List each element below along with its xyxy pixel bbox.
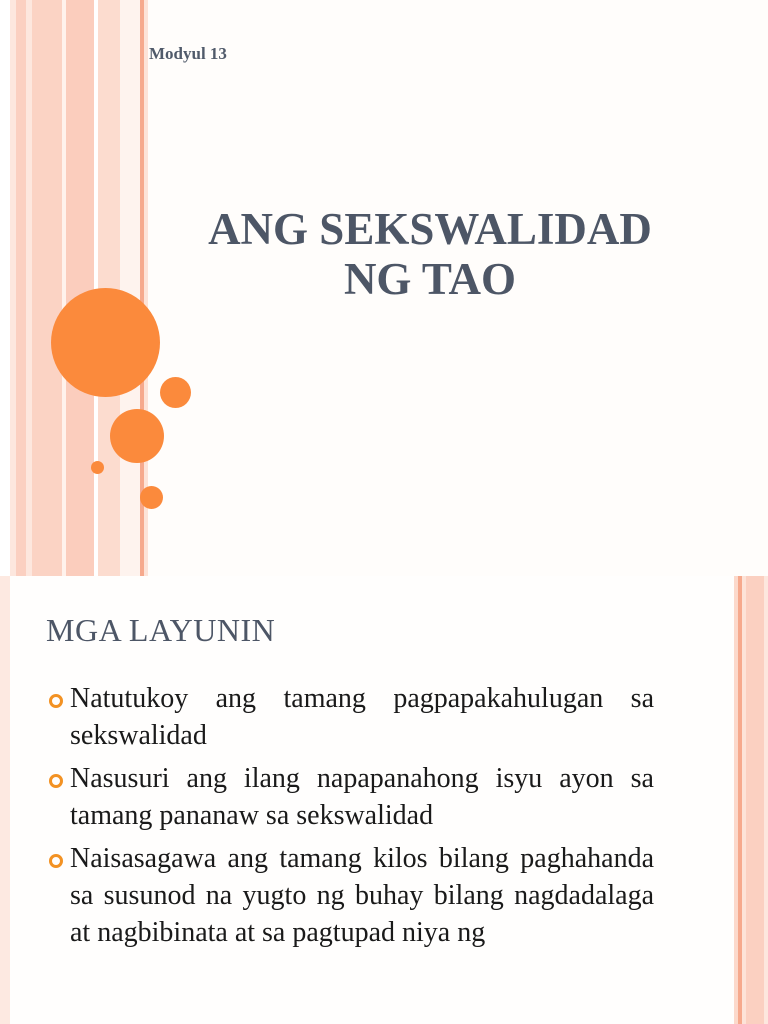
decor-stripe: [764, 576, 768, 1024]
list-item: [44, 840, 654, 951]
decor-stripe: [66, 0, 94, 576]
title-line-2: NG TAO: [343, 254, 517, 304]
decor-stripe: [16, 0, 26, 576]
list-item: [44, 680, 654, 754]
decor-circle-icon: [160, 377, 191, 408]
ring-bullet-icon: [49, 854, 63, 868]
decor-circle-icon: [140, 486, 163, 509]
list-item: [44, 760, 654, 834]
decor-circle-icon: [51, 288, 160, 397]
slide-title: [170, 204, 690, 304]
decor-stripe: [120, 0, 140, 576]
decor-circle-icon: [110, 409, 164, 463]
decor-stripe: [0, 576, 10, 1024]
objective-text: Natutukoy ang tamang pagpapakahulugan sa sekswalidad: [70, 683, 654, 751]
decor-stripe: [0, 0, 10, 576]
objectives-list: [44, 680, 654, 957]
objective-text: Nasusuri ang ilang napapanahong isyu ayon sa tamang pananaw sa sekswalidad: [70, 763, 654, 831]
decor-stripe: [746, 576, 764, 1024]
objectives-slide: [0, 576, 768, 1024]
ring-bullet-icon: [49, 774, 63, 788]
decor-circle-icon: [91, 461, 104, 474]
ring-bullet-icon: [49, 694, 63, 708]
objective-text: Naisasagawa ang tamang kilos bilang paghahanda sa susunod na yugto ng buhay bilang nagdadalaga at nagbibinata at sa pagtupad niya ng: [70, 843, 654, 948]
module-label: Modyul 13: [149, 44, 227, 63]
title-line-1: ANG SEKSWALIDAD: [208, 204, 652, 254]
objectives-heading: MGA LAYUNIN: [46, 612, 276, 648]
decor-stripe: [32, 0, 62, 576]
